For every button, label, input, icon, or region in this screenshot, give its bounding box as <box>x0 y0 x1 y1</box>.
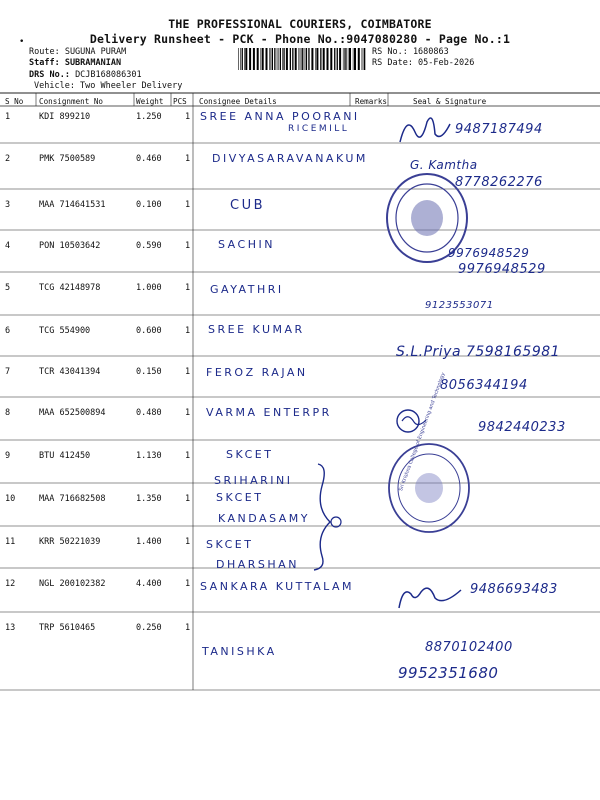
row-consignment-no: KRR 50221039 <box>39 537 101 547</box>
hw-consignee: SREE ANNA POORANI <box>200 110 360 123</box>
vehicle-label: Vehicle: Two Wheeler Delivery <box>34 81 183 91</box>
hw-consignee: KANDASAMY <box>218 512 310 525</box>
signature-scribble <box>395 580 465 614</box>
row-weight: 0.590 <box>136 241 162 251</box>
signature-scribble <box>392 406 432 436</box>
route-label: Route: SUGUNA PURAM <box>29 47 127 57</box>
col-pcs: PCS <box>173 97 187 106</box>
hw-consignee: DHARSHAN <box>216 558 299 571</box>
row-pcs: 1 <box>185 283 191 293</box>
row-weight: 0.480 <box>136 408 162 418</box>
hw-consignee: SACHIN <box>218 238 275 251</box>
row-sno: 5 <box>5 283 11 293</box>
row-consignment-no: MAA 652500894 <box>39 408 106 418</box>
row-sno: 11 <box>5 537 16 547</box>
hw-consignee: SKCET <box>206 538 254 551</box>
hw-phone: 9123553071 <box>425 300 494 311</box>
row-pcs: 1 <box>185 579 191 589</box>
stamp-text: Sri Krishna College of Engineering and Technology <box>398 371 447 493</box>
hw-consignee: SKCET <box>216 491 264 504</box>
row-sno: 9 <box>5 451 11 461</box>
row-sno: 10 <box>5 494 16 504</box>
row-consignment-no: MAA 714641531 <box>39 200 106 210</box>
row-consignment-no: TRP 5610465 <box>39 623 96 633</box>
row-consignment-no: TCR 43041394 <box>39 367 101 377</box>
hw-consignee: RICEMILL <box>288 124 350 134</box>
hw-signature-name: G. Kamtha <box>410 158 478 172</box>
col-remarks: Remarks <box>355 97 388 106</box>
row-sno: 7 <box>5 367 11 377</box>
row-consignment-no: TCG 554900 <box>39 326 91 336</box>
row-pcs: 1 <box>185 241 191 251</box>
hw-phone: 8870102400 <box>425 640 513 655</box>
row-sno: 12 <box>5 579 16 589</box>
row-pcs: 1 <box>185 367 191 377</box>
row-sno: 13 <box>5 623 16 633</box>
row-pcs: 1 <box>185 112 191 122</box>
hw-phone: S.L.Priya 7598165981 <box>396 344 561 360</box>
row-consignment-no: PON 10503642 <box>39 241 101 251</box>
hw-phone: 9976948529 <box>458 262 546 277</box>
hw-phone: 9976948529 <box>448 246 530 260</box>
hw-consignee: SKCET <box>226 448 274 461</box>
hw-consignee: TANISHKA <box>202 645 277 658</box>
rs-date: RS Date: 05-Feb-2026 <box>372 58 475 68</box>
hw-consignee: VARMA ENTERPR <box>206 406 332 419</box>
col-weight: Weight <box>136 97 164 106</box>
row-pcs: 1 <box>185 200 191 210</box>
hw-phone: 9487187494 <box>455 122 543 137</box>
row-pcs: 1 <box>185 326 191 336</box>
row-weight: 0.460 <box>136 154 162 164</box>
col-consignee: Consignee Details <box>199 97 277 106</box>
hw-consignee: FEROZ RAJAN <box>206 366 308 379</box>
row-pcs: 1 <box>185 623 191 633</box>
row-weight: 1.000 <box>136 283 162 293</box>
hw-phone: 8778262276 <box>455 175 543 190</box>
row-consignment-no: KDI 899210 <box>39 112 91 122</box>
row-weight: 0.100 <box>136 200 162 210</box>
row-weight: 0.600 <box>136 326 162 336</box>
hw-consignee: SANKARA KUTTALAM <box>200 580 354 593</box>
staff-label: Staff: SUBRAMANIAN <box>29 58 122 68</box>
col-sno: S No <box>5 97 24 106</box>
row-sno: 4 <box>5 241 11 251</box>
row-consignment-no: NGL 200102382 <box>39 579 106 589</box>
row-weight: 0.150 <box>136 367 162 377</box>
hw-phone: 8056344194 <box>440 378 528 393</box>
signature-scribble <box>395 112 455 152</box>
runsheet-title: THE PROFESSIONAL COURIERS, COIMBATORE <box>168 17 432 31</box>
row-consignment-no: TCG 42148978 <box>39 283 101 293</box>
hw-consignee: CUB <box>230 198 266 213</box>
row-pcs: 1 <box>185 537 191 547</box>
hw-phone: 9486693483 <box>470 582 558 597</box>
row-sno: 1 <box>5 112 11 122</box>
row-consignment-no: PMK 7500589 <box>39 154 96 164</box>
rs-number: RS No.: 1680863 <box>372 47 449 57</box>
col-seal-signature: Seal & Signature <box>413 97 487 106</box>
drs-number: DRS No.: DCJB168086301 <box>29 70 142 80</box>
row-pcs: 1 <box>185 451 191 461</box>
hw-phone: 9842440233 <box>478 420 566 435</box>
bracket-mark <box>300 456 350 576</box>
runsheet-subtitle: Delivery Runsheet - PCK - Phone No.:9047080280 - Page No.:1 <box>89 32 511 46</box>
hw-consignee: GAYATHRI <box>210 283 284 296</box>
hw-phone: 9952351680 <box>398 664 499 682</box>
row-weight: 0.250 <box>136 623 162 633</box>
row-weight: 1.350 <box>136 494 162 504</box>
row-pcs: 1 <box>185 154 191 164</box>
row-sno: 8 <box>5 408 11 418</box>
row-weight: 4.400 <box>136 579 162 589</box>
row-sno: 6 <box>5 326 11 336</box>
hw-consignee: SRIHARINI <box>214 474 293 487</box>
row-pcs: 1 <box>185 408 191 418</box>
row-consignment-no: BTU 412450 <box>39 451 91 461</box>
row-consignment-no: MAA 716682508 <box>39 494 106 504</box>
row-sno: 2 <box>5 154 11 164</box>
col-consignment: Consignment No <box>39 97 104 106</box>
row-weight: 1.130 <box>136 451 162 461</box>
row-pcs: 1 <box>185 494 191 504</box>
row-weight: 1.400 <box>136 537 162 547</box>
row-sno: 3 <box>5 200 11 210</box>
hw-consignee: DIVYASARAVANAKUM <box>212 152 368 165</box>
hw-consignee: SREE KUMAR <box>208 323 305 336</box>
row-weight: 1.250 <box>136 112 162 122</box>
bullet-dot: • <box>19 37 25 47</box>
